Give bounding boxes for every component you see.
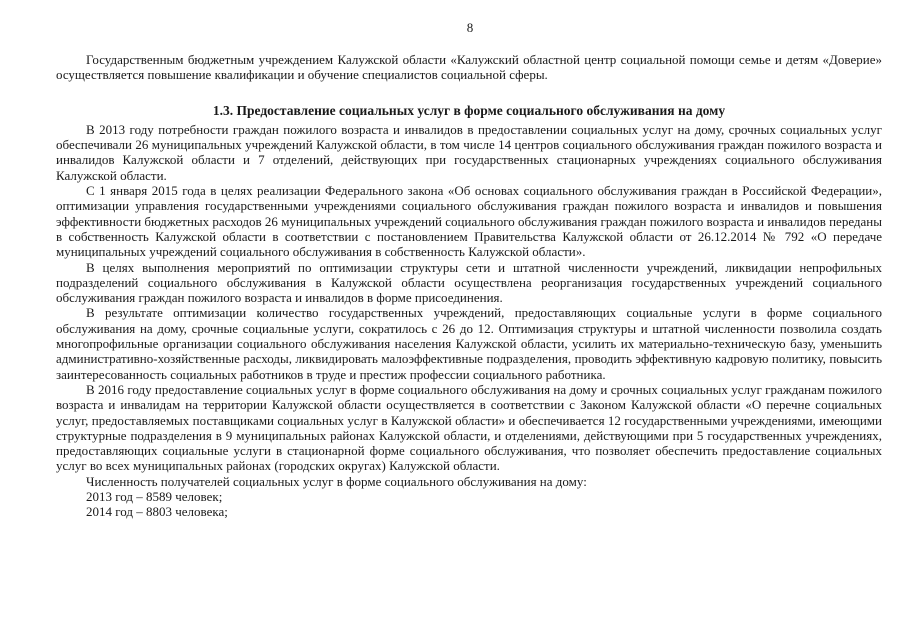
stat-line: 2014 год – 8803 человека; — [86, 504, 228, 520]
stat-line: 2013 год – 8589 человек; — [86, 489, 223, 505]
intro-paragraph: Государственным бюджетным учреждением Калужской области «Калужский областной центр социальной помощи семье и детям «Доверие» осуществляется повышение квалификации и обучение специалистов социальной сферы. — [56, 52, 882, 83]
body-paragraph: В 2013 году потребности граждан пожилого возраста и инвалидов в предоставлении социальных услуг на дому, срочных социальных услуг обеспечивали 26 муниципальных учреждений Калужской области, в том числе 14 центров социального обслуживания граждан пожилого возраста и инвалидов Калужской области и 7 отделений, действующих при государственных стационарных учреждениях социального обслуживания Калужской области. — [56, 121, 882, 183]
body-paragraph: В целях выполнения мероприятий по оптимизации структуры сети и штатной численности учреждений, ликвидации непрофильных подразделений социального обслуживания в Калужской области осуществлена реорганизация государственных учреждений социального обслуживания граждан пожилого возраста и инвалидов в форме присоединения. — [56, 259, 882, 306]
page-number: 8 — [466, 20, 474, 35]
document-body — [56, 52, 882, 520]
section-heading: 1.3. Предоставление социальных услуг в форме социального обслуживания на дому — [212, 102, 726, 118]
body-paragraph: В 2016 году предоставление социальных услуг в форме социального обслуживания на дому и срочных социальных услуг гражданам пожилого возраста и инвалидам на территории Калужской области осуществляется в соответствии с Законом Калужской области «О перечне социальных услуг, предоставляемых поставщиками социальных услуг в Калужской области» и обеспечивается 12 государственными учреждениями, имеющими структурные подразделения в 9 муниципальных районах Калужской области, и отделениями, действующими при 5 государственных учреждениях, предоставляющих социальные услуги в стационарной форме социального обслуживания, что позволяет обеспечить предоставление социальных услуг во всех муниципальных районах (городских округах) Калужской области. — [56, 381, 882, 474]
body-paragraph: С 1 января 2015 года в целях реализации Федерального закона «Об основах социального обслуживания граждан в Российской Федерации», оптимизации управления государственными учреждениями социального обслуживания граждан пожилого возраста и инвалидов и повышения эффективности бюджетных расходов 26 муниципальных учреждений социального обслуживания граждан пожилого возраста и инвалидов переданы в собственность Калужской области в соответствии с постановлением Правительства Калужской области от 26.12.2014 № 792 «О передаче муниципальных учреждений социального обслуживания в собственность Калужской области». — [56, 183, 882, 260]
stats-label: Численность получателей социальных услуг в форме социального обслуживания на дому: — [86, 473, 587, 489]
body-paragraph: В результате оптимизации количество государственных учреждений, предоставляющих социальные услуги в форме социального обслуживания на дому, срочные социальные услуги, сократилось с 26 до 12. Оптимизация структуры и штатной численности позволила создать многопрофильные организации социального обслуживания населения Калужской области, усилить их материально-техническую базу, уменьшить административно-хозяйственные расходы, ликвидировать малоэффективные подразделения, проводить эффективную кадровую политику, повысить заинтересованность социальных работников в труде и престиж профессии социального работника. — [56, 305, 882, 382]
